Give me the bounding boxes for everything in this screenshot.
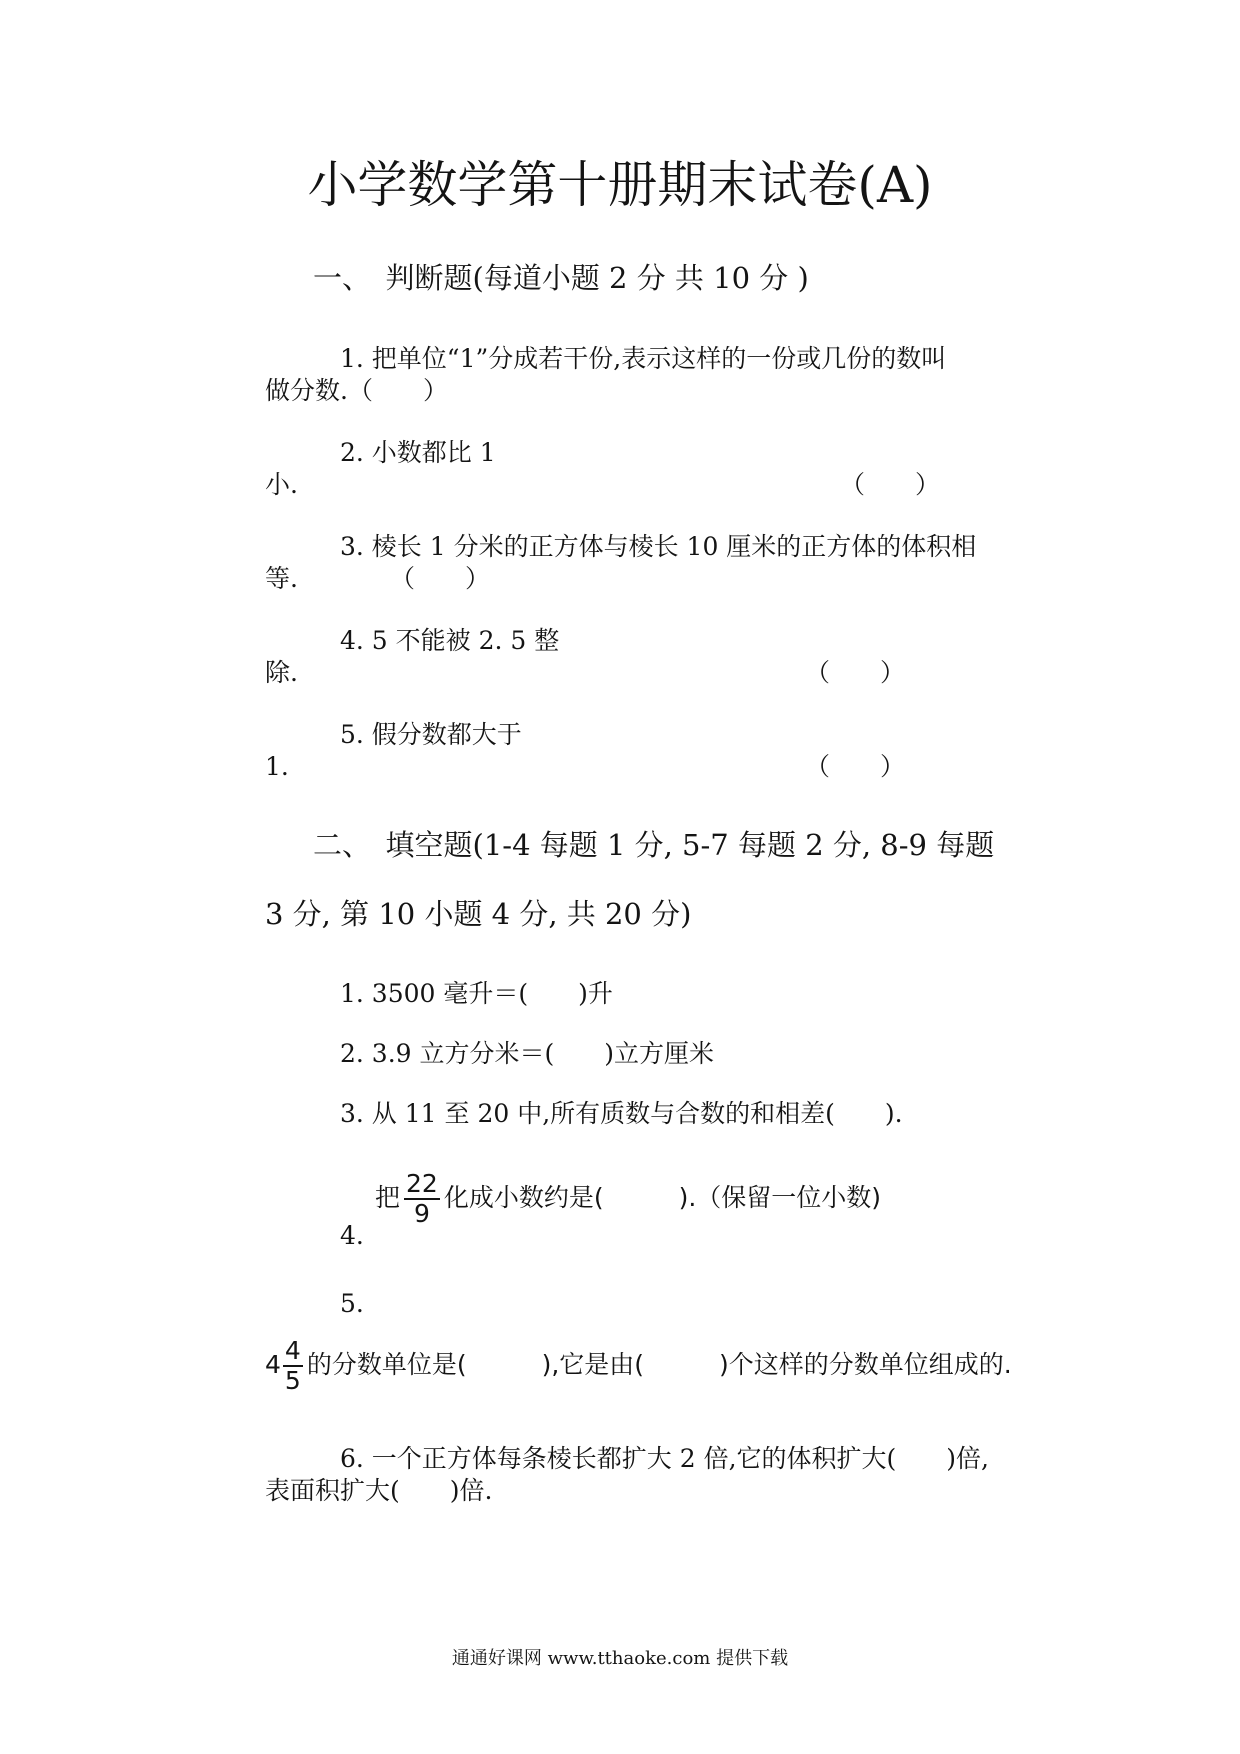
fill-q5-fraction-denominator: 5 [284, 1366, 301, 1395]
judgement-q3-answer-blank: （ ） [390, 564, 491, 593]
fill-q4-fraction-denominator: 9 [413, 1199, 430, 1228]
judgement-q1-line2: 做分数.（ ） [265, 376, 448, 405]
fill-q6-line2: 表面积扩大( )倍. [265, 1476, 493, 1505]
fill-q5-fraction-numerator: 4 [284, 1336, 301, 1365]
judgement-q4-line1: 4. 5 不能被 2. 5 整 [340, 626, 560, 655]
page-title: 小学数学第十册期末试卷(A) [307, 156, 933, 214]
fill-q3: 3. 从 11 至 20 中,所有质数与合数的和相差( ). [340, 1099, 903, 1128]
fill-q4-fraction-numerator: 22 [406, 1169, 438, 1198]
judgement-q5-answer-blank: （ ） [805, 752, 906, 781]
fill-q5-expression [265, 1335, 1012, 1395]
fill-q2: 2. 3.9 立方分米＝( )立方厘米 [340, 1039, 715, 1068]
fill-q5-number: 5. [340, 1289, 364, 1318]
section-heading-judgement: 一、 判断题(每道小题 2 分 共 10 分 ) [313, 261, 809, 295]
fill-q6-line1: 6. 一个正方体每条棱长都扩大 2 倍,它的体积扩大( )倍, [340, 1444, 990, 1473]
judgement-q3-line1: 3. 棱长 1 分米的正方体与棱长 10 厘米的正方体的体积相 [340, 532, 977, 561]
fill-q4-fraction [404, 1170, 440, 1228]
fill-q5-whole: 4 [265, 1350, 281, 1379]
section-heading-fill-blank-line2: 3 分, 第 10 小题 4 分, 共 20 分) [265, 897, 692, 931]
page-footer: 通通好课网 www.tthaoke.com 提供下载 [451, 1648, 789, 1669]
judgement-q5-line2: 1. [265, 752, 289, 781]
judgement-q4-answer-blank: （ ） [805, 658, 906, 687]
fill-q1: 1. 3500 毫升＝( )升 [340, 979, 613, 1008]
judgement-q1-line1: 1. 把单位“1”分成若干份,表示这样的一份或几份的数叫 [340, 344, 947, 373]
judgement-q4-line2: 除. [265, 658, 298, 687]
judgement-q2-answer-blank: （ ） [840, 470, 941, 499]
fill-q4-expression [375, 1168, 881, 1228]
judgement-q2-line2: 小. [265, 470, 298, 499]
judgement-q3-line2: 等. [265, 564, 298, 593]
fill-q5-fraction [283, 1337, 303, 1395]
fill-q4-after: 化成小数约是( ).（保留一位小数) [443, 1183, 882, 1212]
judgement-q2-line1: 2. 小数都比 1 [340, 438, 496, 467]
section-heading-fill-blank: 二、 填空题(1-4 每题 1 分, 5-7 每题 2 分, 8-9 每题 [313, 828, 995, 862]
fill-q4-before: 把 [375, 1183, 401, 1212]
fill-q5-after: 的分数单位是( ),它是由( )个这样的分数单位组成的. [306, 1350, 1012, 1379]
fill-q4-number: 4. [340, 1221, 364, 1250]
judgement-q5-line1: 5. 假分数都大于 [340, 720, 522, 749]
